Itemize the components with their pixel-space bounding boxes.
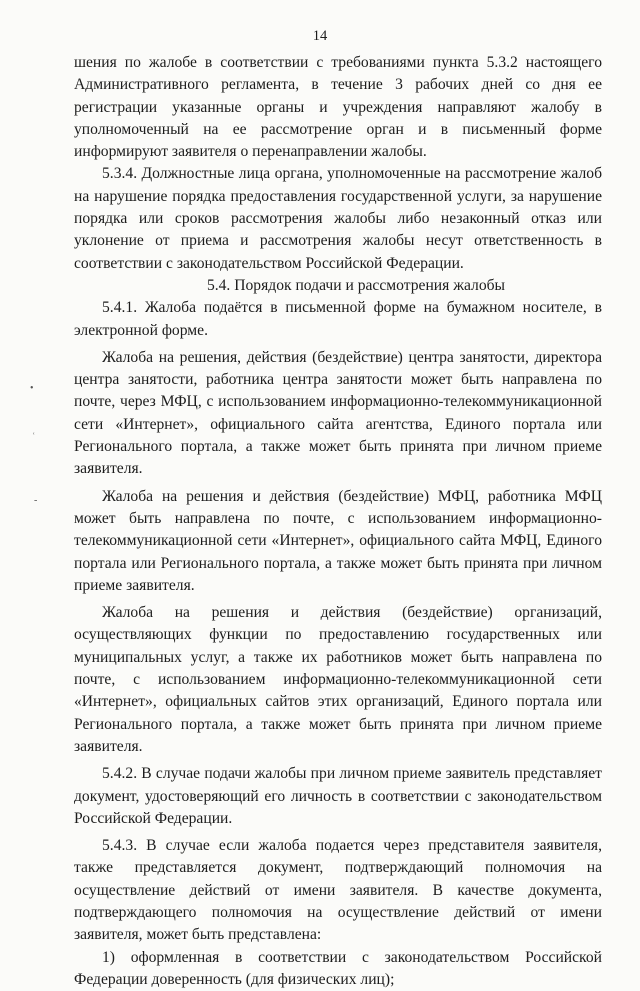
margin-tick-mark: ʿ: [32, 432, 36, 443]
paragraph-5-4-1: 5.4.1. Жалоба подаётся в письменной форме на бумажном носителе, в электронной форме.: [74, 299, 602, 339]
paragraph-employment-center: Жалоба на решения, действия (бездействие) центра занятости, директора центра занятости, работника центра занятости может быть направлена по почте, через МФЦ, с использованием информационно-телекоммуникационной сети «Интернет», официального сайта агентства, Единого портала или Регионального портала, а также может быть принята при личном приеме заявителя.: [74, 348, 602, 478]
paragraph-organizations: Жалоба на решения и действия (бездействие) организаций, осуществляющих функции по предоставлению государственных или муниципальных услуг, а также их работников может быть направлена по почте, с использованием информационно-телекоммуникационной сети «Интернет», официальных сайтов этих организаций, Единого портала или Регионального портала, а также может быть принята при личном приеме заявителя.: [74, 604, 602, 755]
list-item-1: 1) оформленная в соответствии с законодательством Российской Федерации доверенность (для физических лиц);: [74, 948, 602, 988]
paragraph-mfc: Жалоба на решения и действия (бездействие) МФЦ, работника МФЦ может быть направлена по почте, с использованием информационно-телекоммуникационной сети «Интернет», официального сайта МФЦ, Единого портала или Регионального портала, а также может быть принята при личном приеме заявителя.: [74, 487, 602, 594]
section-heading-5-4: 5.4. Порядок подачи и рассмотрения жалобы: [206, 276, 506, 294]
paragraph-5-3-4: 5.3.4. Должностные лица органа, уполномоченные на рассмотрение жалоб на нарушение порядка предоставления государственной услуги, за нарушение порядка или сроков рассмотрения жалобы либо незаконный отказ или уклонение от приема и рассмотрения жалобы несут ответственность в соответствии с законодательством Российской Федерации.: [74, 165, 602, 272]
paragraph-continuation: шения по жалобе в соответствии с требованиями пункта 5.3.2 настоящего Административного регламента, в течение 3 рабочих дней со дня ее регистрации указанные органы и учреждения направляют жалобу в уполномоченный на ее рассмотрение орган и в письменный форме информируют заявителя о перенаправлении жалобы.: [74, 54, 602, 161]
paragraph-5-4-2: 5.4.2. В случае подачи жалобы при личном приеме заявитель представляет документ, удостоверяющий его личность в соответствии с законодательством Российской Федерации.: [74, 765, 602, 827]
paragraph-5-4-3: 5.4.3. В случае если жалоба подается через представителя заявителя, также представляется документ, подтверждающий полномочия на осуществление действий от имени заявителя. В качестве документа, подтверждающего полномочия на осуществление действий от имени заявителя, может быть представлена:: [74, 837, 602, 944]
margin-dash-mark: -: [34, 495, 38, 506]
margin-dot-mark: •: [30, 383, 34, 394]
page-number: 14: [312, 28, 328, 44]
document-body: [74, 52, 602, 991]
